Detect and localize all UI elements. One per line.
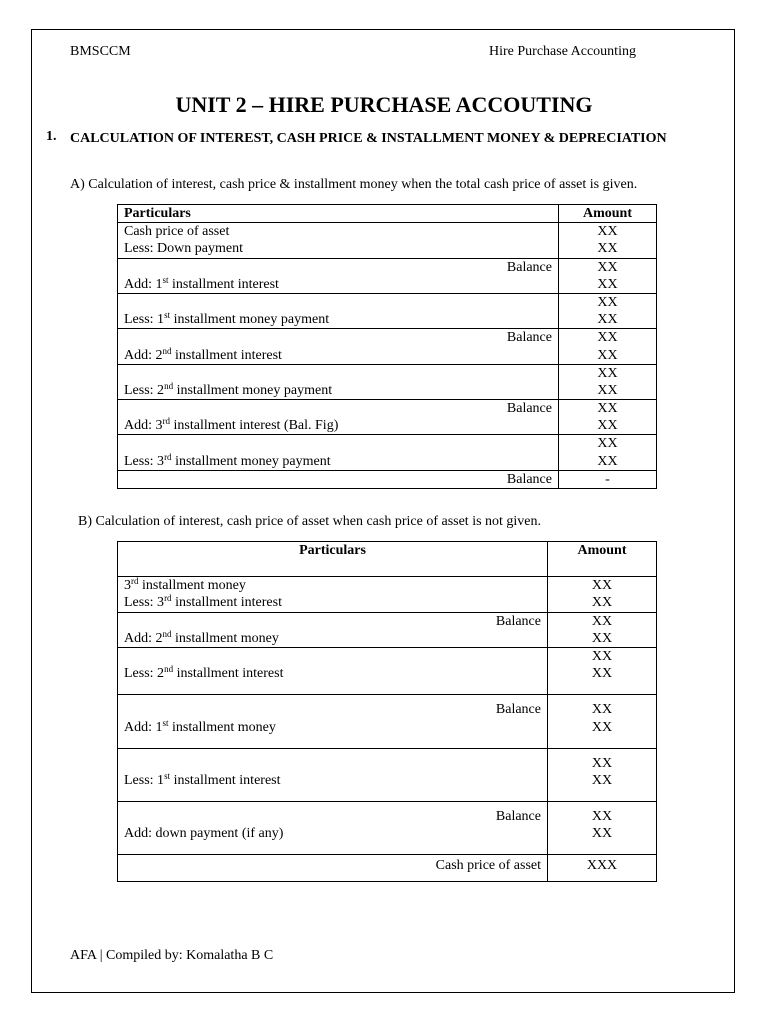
amount-header: Amount xyxy=(559,205,657,223)
particulars-header: Particulars xyxy=(118,542,548,577)
amount-value: XX xyxy=(597,436,618,452)
particulars-cell xyxy=(118,647,548,694)
table-row xyxy=(118,470,657,488)
row-text: Less: Down payment xyxy=(124,241,243,257)
particulars-cell xyxy=(118,400,559,435)
page-title: UNIT 2 – HIRE PURCHASE ACCOUTING xyxy=(175,92,593,117)
amount-value: XX xyxy=(597,224,618,240)
amount-value: XXX xyxy=(586,858,618,874)
row-text: Add: 2nd installment money xyxy=(124,628,279,646)
amount-cell xyxy=(559,329,657,364)
particulars-cell xyxy=(118,748,548,801)
amount-value: XX xyxy=(597,453,618,469)
table-row xyxy=(118,612,657,647)
row-text: Less: 1st installment money payment xyxy=(124,310,330,328)
row-text: Add: 2nd installment interest xyxy=(124,345,282,363)
particulars-cell xyxy=(118,470,559,488)
balance-label: Balance xyxy=(506,471,552,487)
amount-cell xyxy=(548,855,657,881)
amount-cell xyxy=(548,748,657,801)
table-row xyxy=(118,855,657,881)
amount-value: XX xyxy=(597,330,618,346)
amount-value: XX xyxy=(591,613,613,629)
amount-cell xyxy=(548,612,657,647)
row-text: 3rd installment money xyxy=(124,576,246,594)
amount-value: XX xyxy=(591,666,613,682)
row-text: Cash price of asset xyxy=(124,224,230,240)
particulars-cell xyxy=(118,612,548,647)
cash-price-label: Cash price of asset xyxy=(435,858,541,874)
particulars-cell xyxy=(118,577,548,612)
particulars-header: Particulars xyxy=(118,205,559,223)
amount-value: XX xyxy=(591,772,613,788)
amount-cell xyxy=(559,223,657,258)
amount-value: XX xyxy=(597,312,618,328)
part-a-caption: A) Calculation of interest, cash price & installment money when the total cash price of asset is given. xyxy=(70,177,638,192)
particulars-cell xyxy=(118,364,559,399)
amount-value: XX xyxy=(591,755,613,771)
amount-value: XX xyxy=(597,401,618,417)
amount-value: - xyxy=(605,471,610,487)
amount-cell xyxy=(559,293,657,328)
particulars-cell xyxy=(118,223,559,258)
amount-cell xyxy=(548,647,657,694)
table-row xyxy=(118,400,657,435)
particulars-cell xyxy=(118,855,548,881)
particulars-cell xyxy=(118,329,559,364)
part-b-table xyxy=(117,541,657,882)
particulars-cell xyxy=(118,293,559,328)
section-number: 1. xyxy=(46,129,57,144)
amount-value: XX xyxy=(591,578,613,594)
amount-value: XX xyxy=(597,347,618,363)
row-text: Less: 3rd installment interest xyxy=(124,593,282,611)
amount-value: XX xyxy=(591,702,613,718)
table-row xyxy=(118,802,657,855)
table-row xyxy=(118,695,657,748)
header-right: Hire Purchase Accounting xyxy=(489,44,636,59)
amount-value: XX xyxy=(591,595,613,611)
balance-label: Balance xyxy=(506,259,552,275)
table-header-row xyxy=(118,542,657,577)
balance-label: Balance xyxy=(495,613,541,629)
particulars-cell xyxy=(118,258,559,293)
amount-header: Amount xyxy=(548,542,657,577)
row-text: Less: 1st installment interest xyxy=(124,770,281,788)
row-text: Add: 1st installment money xyxy=(124,717,276,735)
balance-label: Balance xyxy=(495,702,541,718)
footer: AFA | Compiled by: Komalatha B C xyxy=(70,948,274,963)
amount-value: XX xyxy=(597,294,618,310)
amount-value: XX xyxy=(591,630,613,646)
header-left: BMSCCM xyxy=(70,44,131,59)
particulars-cell xyxy=(118,802,548,855)
balance-label: Balance xyxy=(495,809,541,825)
amount-value: XX xyxy=(591,719,613,735)
amount-value: XX xyxy=(597,365,618,381)
amount-value: XX xyxy=(597,418,618,434)
amount-cell xyxy=(559,470,657,488)
section-title: CALCULATION OF INTEREST, CASH PRICE & INSTALLMENT MONEY & DEPRECIATION xyxy=(70,131,667,146)
row-text: Add: 3rd installment interest (Bal. Fig) xyxy=(124,416,339,434)
balance-label: Balance xyxy=(506,401,552,417)
amount-cell xyxy=(559,400,657,435)
table-row xyxy=(118,223,657,258)
particulars-cell xyxy=(118,435,559,470)
table-row xyxy=(118,258,657,293)
part-a-table xyxy=(117,204,657,489)
table-row xyxy=(118,647,657,694)
row-text: Add: down payment (if any) xyxy=(124,826,284,842)
amount-value: XX xyxy=(591,826,613,842)
table-row xyxy=(118,577,657,612)
particulars-cell xyxy=(118,695,548,748)
amount-cell xyxy=(559,435,657,470)
amount-value: XX xyxy=(597,276,618,292)
table-row xyxy=(118,364,657,399)
amount-cell xyxy=(559,258,657,293)
amount-cell xyxy=(548,695,657,748)
row-text: Less: 2nd installment interest xyxy=(124,664,284,682)
table-header-row xyxy=(118,205,657,223)
balance-label: Balance xyxy=(506,330,552,346)
table-row xyxy=(118,435,657,470)
part-b-caption: B) Calculation of interest, cash price of asset when cash price of asset is not given. xyxy=(78,514,542,529)
table-row xyxy=(118,293,657,328)
amount-value: XX xyxy=(591,809,613,825)
amount-value: XX xyxy=(597,241,618,257)
table-row xyxy=(118,748,657,801)
table-row xyxy=(118,329,657,364)
amount-value: XX xyxy=(591,648,613,664)
amount-value: XX xyxy=(597,259,618,275)
amount-value: XX xyxy=(597,382,618,398)
amount-cell xyxy=(548,577,657,612)
row-text: Less: 2nd installment money payment xyxy=(124,380,333,398)
row-text: Less: 3rd installment money payment xyxy=(124,451,331,469)
amount-cell xyxy=(548,802,657,855)
row-text: Add: 1st installment interest xyxy=(124,274,279,292)
amount-cell xyxy=(559,364,657,399)
